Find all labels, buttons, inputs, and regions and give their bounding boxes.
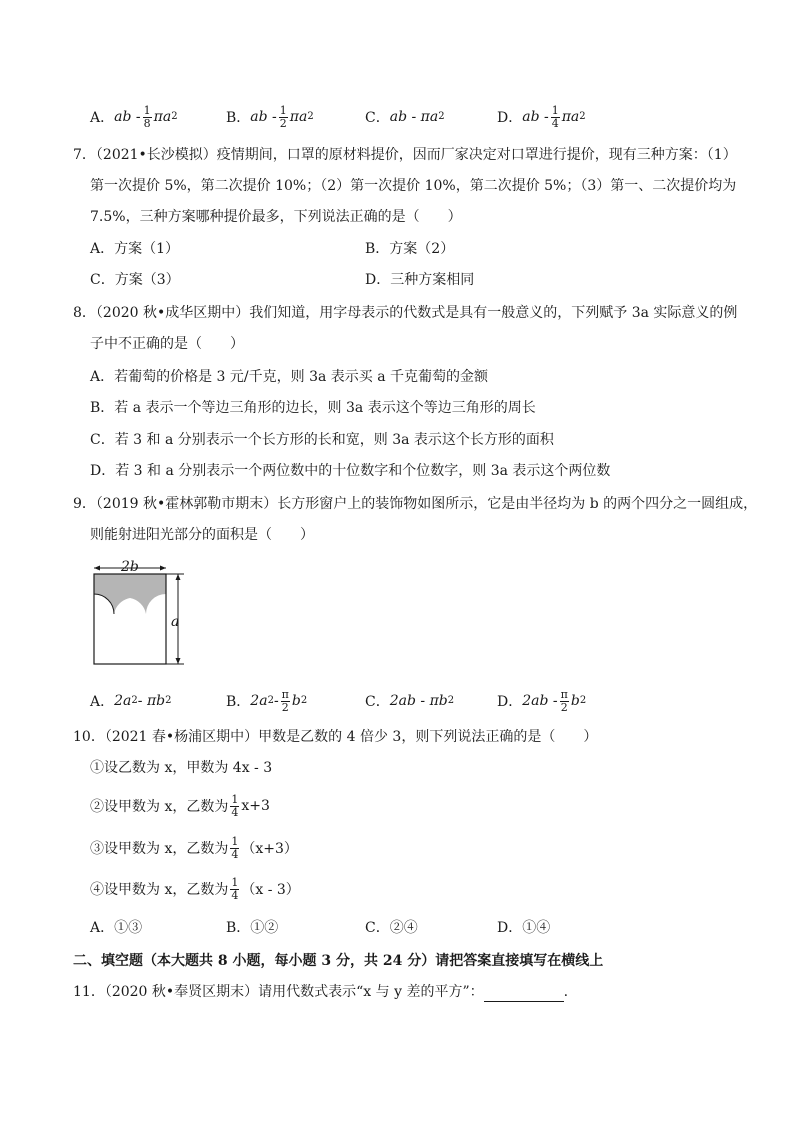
option-letter: C． <box>365 110 390 126</box>
q7-option-d: D．三种方案相同 <box>365 272 475 288</box>
label-2b: 2b <box>121 559 139 575</box>
shaded-region <box>94 574 166 614</box>
option-letter: B． <box>226 694 251 710</box>
q9-line2: 则能射进阳光部分的面积是（ ） <box>90 527 314 543</box>
option-letter: C． <box>365 694 390 710</box>
denominator: 4 <box>231 888 239 902</box>
q9-option-b: B． 2a 2 - $\frac{\pi}{2}$ b 2 <box>226 687 308 714</box>
fraction <box>551 105 560 130</box>
q10-statement-1: ①设乙数为 x，甲数为 4x - 3 <box>90 760 273 776</box>
fraction <box>230 836 239 861</box>
expr-part: πa <box>561 109 580 125</box>
option-letter: B． <box>226 110 251 126</box>
q6-options <box>90 102 730 132</box>
arrow-up <box>176 574 181 580</box>
denominator: 4 <box>231 805 239 819</box>
numerator: π <box>281 687 289 701</box>
numerator: 1 <box>143 103 151 117</box>
expr-part: 2ab - <box>522 693 558 709</box>
statement-text: ②设甲数为 x，乙数为 <box>90 799 229 815</box>
q8-option-a: A．若葡萄的价格是 3 元/千克，则 3a 表示买 a 千克葡萄的金额 <box>90 369 489 385</box>
expr-part: ab - <box>114 109 141 125</box>
q9-option-c: C． 2ab - πb 2 <box>365 693 455 710</box>
q10-option-c: C．②④ <box>365 920 418 936</box>
expr-part: 2a <box>250 693 268 709</box>
q9-options <box>90 686 730 716</box>
q6-option-d: D． ab - $\frac{1}{4}$ πa 2 <box>497 103 586 130</box>
option-letter: A． <box>90 110 115 126</box>
arrow-down <box>176 658 181 664</box>
expr-part: b <box>291 693 301 709</box>
fraction <box>230 794 239 819</box>
q8-line1: 8．（2020 秋•成华区期中）我们知道，用字母表示的代数式是具有一般意义的，下列赋予 3a 实际意义的例 <box>73 305 738 321</box>
fraction <box>230 877 239 902</box>
expr-part: πa <box>153 109 172 125</box>
label-a: a <box>171 614 180 630</box>
q8-option-c: C．若 3 和 a 分别表示一个长方形的长和宽，则 3a 表示这个长方形的面积 <box>90 432 554 448</box>
q6-option-a: A． ab - $\frac{1}{8}$ πa 2 <box>90 103 178 130</box>
q10-option-a: A．①③ <box>90 920 143 936</box>
option-letter: D． <box>497 694 523 710</box>
q10-statement-4 <box>90 874 300 904</box>
arrow-left <box>94 566 100 571</box>
q8-option-b: B．若 a 表示一个等边三角形的边长，则 3a 表示这个等边三角形的周长 <box>90 400 536 416</box>
q9-option-d: D． 2ab - $\frac{\pi}{2}$ b 2 <box>497 687 587 714</box>
q8-line2: 子中不正确的是（ ） <box>90 336 244 352</box>
fraction <box>281 689 290 714</box>
denominator: 2 <box>281 700 289 714</box>
q11-line <box>73 982 568 1002</box>
expr-part: πa <box>289 109 308 125</box>
numerator: 1 <box>551 103 559 117</box>
q10-statement-2 <box>90 791 270 821</box>
q7-line1: 7．（2021•长沙模拟）疫情期间，口罩的原材料提价，因而厂家决定对口罩进行提价，现有三种方案：（1） <box>73 147 737 163</box>
expr-part: 2a <box>114 693 132 709</box>
denominator: 2 <box>560 700 568 714</box>
q10-line1: 10．（2021 春•杨浦区期中）甲数是乙数的 4 倍少 3，则下列说法正确的是（ ） <box>73 729 598 745</box>
denominator: 8 <box>143 116 151 130</box>
numerator: 1 <box>231 834 239 848</box>
statement-text: （x - 3） <box>241 882 300 898</box>
q11-text: 11．（2020 秋•奉贤区期末）请用代数式表示“x 与 y 差的平方”： <box>73 984 484 1000</box>
expr-part: ab - <box>522 109 549 125</box>
answer-blank[interactable] <box>484 987 564 1002</box>
q9-option-a: A． 2a 2 - πb 2 <box>90 693 172 710</box>
q8-option-d: D．若 3 和 a 分别表示一个两位数中的十位数字和个位数字，则 3a 表示这个两位数 <box>90 463 611 479</box>
arrow-right <box>160 566 166 571</box>
expr-part: - πb <box>137 693 166 709</box>
numerator: 1 <box>231 792 239 806</box>
statement-text: （x+3） <box>241 841 298 857</box>
q7-option-b: B．方案（2） <box>365 241 455 257</box>
denominator: 4 <box>551 116 559 130</box>
section-heading: 二、填空题（本大题共 8 小题，每小题 3 分，共 24 分）请把答案直接填写在横线上 <box>73 953 604 969</box>
q7-option-a: A．方案（1） <box>90 241 180 257</box>
statement-text: ④设甲数为 x，乙数为 <box>90 882 229 898</box>
window-figure <box>90 556 200 670</box>
denominator: 4 <box>231 847 239 861</box>
option-letter: D． <box>497 110 523 126</box>
q10-option-b: B．①② <box>226 920 279 936</box>
q6-option-c: C． ab - πa 2 <box>365 109 445 126</box>
fraction <box>279 105 288 130</box>
q9-line1: 9．（2019 秋•霍林郭勒市期末）长方形窗户上的装饰物如图所示，它是由半径均为 b 的两个四分之一圆组成， <box>73 496 758 512</box>
numerator: π <box>560 687 568 701</box>
expr-part: ab - <box>250 109 277 125</box>
numerator: 1 <box>231 875 239 889</box>
fraction <box>143 105 152 130</box>
q7-line3: 7.5%，三种方案哪种提价最多，下列说法正确的是（ ） <box>90 209 462 225</box>
q11-end: . <box>563 984 569 1000</box>
expr-part: b <box>570 693 580 709</box>
q10-option-d: D．①④ <box>497 920 551 936</box>
numerator: 1 <box>279 103 287 117</box>
expr-part: - <box>273 693 279 709</box>
q10-statement-3 <box>90 833 298 863</box>
denominator: 2 <box>279 116 287 130</box>
option-letter: A． <box>90 694 115 710</box>
expr-part: ab - πa <box>389 109 439 125</box>
expr-part: 2ab - πb <box>389 693 448 709</box>
fraction <box>560 689 569 714</box>
q7-option-c: C．方案（3） <box>90 272 180 288</box>
statement-text: x+3 <box>241 798 270 814</box>
q6-option-b: B． ab - $\frac{1}{2}$ πa 2 <box>226 103 314 130</box>
q7-line2: 第一次提价 5%，第二次提价 10%；（2）第一次提价 10%，第二次提价 5%；（3）第一、二次提价均为 <box>90 178 737 194</box>
statement-text: ③设甲数为 x，乙数为 <box>90 841 229 857</box>
